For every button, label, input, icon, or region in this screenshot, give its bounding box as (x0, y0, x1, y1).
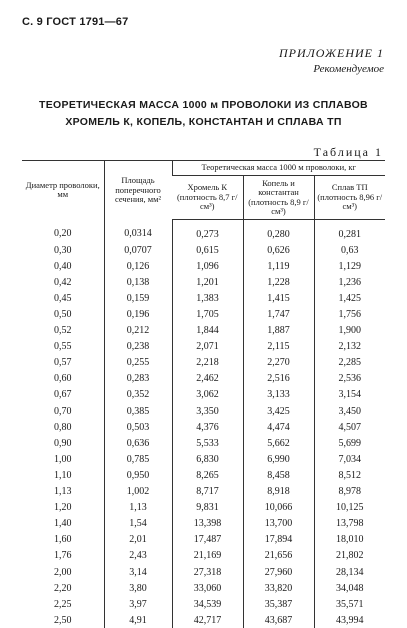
diameter-cell: 0,55 (22, 339, 104, 355)
area-cell: 0,636 (104, 435, 172, 451)
header-chromel: Хромель К (плотность 8,7 г/см³) (172, 176, 243, 220)
area-cell: 0,352 (104, 387, 172, 403)
table-row (22, 355, 385, 371)
area-cell: 0,126 (104, 258, 172, 274)
area-cell: 2,43 (104, 548, 172, 564)
copel-constantan-mass-cell: 17,894 (243, 532, 314, 548)
chromel-mass-cell: 9,831 (172, 500, 243, 516)
tp-alloy-mass-cell: 3,450 (314, 403, 385, 419)
chromel-mass-cell: 13,398 (172, 516, 243, 532)
area-cell: 1,13 (104, 500, 172, 516)
tp-alloy-mass-cell: 5,699 (314, 435, 385, 451)
diameter-cell: 1,40 (22, 516, 104, 532)
area-cell: 3,14 (104, 564, 172, 580)
table-row (22, 274, 385, 290)
diameter-cell: 0,52 (22, 323, 104, 339)
tp-alloy-mass-cell: 1,236 (314, 274, 385, 290)
chromel-mass-cell: 3,350 (172, 403, 243, 419)
mass-table (22, 160, 385, 628)
header-diameter: Диаметр проволоки, мм (22, 161, 104, 220)
tp-alloy-mass-cell: 1,900 (314, 323, 385, 339)
table-row (22, 548, 385, 564)
copel-constantan-mass-cell: 27,960 (243, 564, 314, 580)
table-row (22, 435, 385, 451)
diameter-cell: 2,50 (22, 612, 104, 628)
area-cell: 0,785 (104, 451, 172, 467)
area-cell: 3,80 (104, 580, 172, 596)
table-row (22, 451, 385, 467)
document-title (0, 97, 407, 131)
chromel-mass-cell: 34,539 (172, 596, 243, 612)
header-area: Площадь поперечного сечения, мм² (104, 161, 172, 220)
copel-constantan-mass-cell: 3,133 (243, 387, 314, 403)
chromel-mass-cell: 6,830 (172, 451, 243, 467)
copel-constantan-mass-cell: 1,119 (243, 258, 314, 274)
tp-alloy-mass-cell: 10,125 (314, 500, 385, 516)
tp-alloy-mass-cell: 28,134 (314, 564, 385, 580)
area-cell: 0,0707 (104, 242, 172, 258)
tp-alloy-mass-cell: 4,507 (314, 419, 385, 435)
area-cell: 0,0314 (104, 220, 172, 243)
header-mass-group: Теоретическая масса 1000 м проволоки, кг (172, 161, 385, 176)
tp-alloy-mass-cell: 2,536 (314, 371, 385, 387)
area-cell: 0,196 (104, 306, 172, 322)
table-row (22, 516, 385, 532)
table-row (22, 387, 385, 403)
diameter-cell: 1,10 (22, 467, 104, 483)
tp-alloy-mass-cell: 1,425 (314, 290, 385, 306)
chromel-mass-cell: 8,265 (172, 467, 243, 483)
diameter-cell: 2,00 (22, 564, 104, 580)
copel-constantan-mass-cell: 8,458 (243, 467, 314, 483)
appendix-block (279, 46, 384, 75)
area-cell: 0,138 (104, 274, 172, 290)
copel-constantan-mass-cell: 6,990 (243, 451, 314, 467)
area-cell: 0,255 (104, 355, 172, 371)
copel-constantan-mass-cell: 35,387 (243, 596, 314, 612)
tp-alloy-mass-cell: 1,756 (314, 306, 385, 322)
tp-alloy-mass-cell: 3,154 (314, 387, 385, 403)
copel-constantan-mass-cell: 2,516 (243, 371, 314, 387)
diameter-cell: 0,80 (22, 419, 104, 435)
chromel-mass-cell: 42,717 (172, 612, 243, 628)
table-row (22, 500, 385, 516)
tp-alloy-mass-cell: 13,798 (314, 516, 385, 532)
copel-constantan-mass-cell: 1,887 (243, 323, 314, 339)
chromel-mass-cell: 21,169 (172, 548, 243, 564)
copel-constantan-mass-cell: 4,474 (243, 419, 314, 435)
chromel-mass-cell: 5,533 (172, 435, 243, 451)
chromel-mass-cell: 1,201 (172, 274, 243, 290)
table-label: Таблица 1 (314, 145, 383, 160)
area-cell: 1,54 (104, 516, 172, 532)
header-tp-alloy: Сплав ТП (плотность 8,96 г/см³) (314, 176, 385, 220)
chromel-mass-cell: 1,096 (172, 258, 243, 274)
diameter-cell: 2,20 (22, 580, 104, 596)
area-cell: 0,950 (104, 467, 172, 483)
tp-alloy-mass-cell: 0,281 (314, 220, 385, 243)
copel-constantan-mass-cell: 21,656 (243, 548, 314, 564)
chromel-mass-cell: 0,273 (172, 220, 243, 243)
table-row (22, 323, 385, 339)
area-cell: 0,159 (104, 290, 172, 306)
tp-alloy-mass-cell: 8,978 (314, 484, 385, 500)
diameter-cell: 1,13 (22, 484, 104, 500)
area-cell: 0,238 (104, 339, 172, 355)
table-row (22, 290, 385, 306)
copel-constantan-mass-cell: 2,270 (243, 355, 314, 371)
diameter-cell: 0,90 (22, 435, 104, 451)
chromel-mass-cell: 4,376 (172, 419, 243, 435)
tp-alloy-mass-cell: 0,63 (314, 242, 385, 258)
diameter-cell: 0,50 (22, 306, 104, 322)
chromel-mass-cell: 2,071 (172, 339, 243, 355)
table-row (22, 220, 385, 243)
tp-alloy-mass-cell: 35,571 (314, 596, 385, 612)
diameter-cell: 1,76 (22, 548, 104, 564)
area-cell: 0,283 (104, 371, 172, 387)
copel-constantan-mass-cell: 2,115 (243, 339, 314, 355)
copel-constantan-mass-cell: 43,687 (243, 612, 314, 628)
table-row (22, 484, 385, 500)
table-row (22, 306, 385, 322)
table-body (22, 220, 385, 628)
diameter-cell: 0,70 (22, 403, 104, 419)
table-row (22, 467, 385, 483)
diameter-cell: 0,60 (22, 371, 104, 387)
area-cell: 4,91 (104, 612, 172, 628)
chromel-mass-cell: 17,487 (172, 532, 243, 548)
diameter-cell: 1,60 (22, 532, 104, 548)
header-copel-constantan: Копель и константан (плотность 8,9 г/см³) (243, 176, 314, 220)
diameter-cell: 1,00 (22, 451, 104, 467)
page-header: С. 9 ГОСТ 1791—67 (22, 16, 128, 28)
copel-constantan-mass-cell: 0,626 (243, 242, 314, 258)
area-cell: 0,212 (104, 323, 172, 339)
diameter-cell: 1,20 (22, 500, 104, 516)
table-row (22, 242, 385, 258)
diameter-cell: 0,40 (22, 258, 104, 274)
copel-constantan-mass-cell: 5,662 (243, 435, 314, 451)
table-row (22, 258, 385, 274)
chromel-mass-cell: 33,060 (172, 580, 243, 596)
copel-constantan-mass-cell: 8,918 (243, 484, 314, 500)
chromel-mass-cell: 3,062 (172, 387, 243, 403)
table-row (22, 419, 385, 435)
chromel-mass-cell: 0,615 (172, 242, 243, 258)
area-cell: 0,503 (104, 419, 172, 435)
chromel-mass-cell: 1,844 (172, 323, 243, 339)
diameter-cell: 0,57 (22, 355, 104, 371)
diameter-cell: 2,25 (22, 596, 104, 612)
chromel-mass-cell: 2,218 (172, 355, 243, 371)
tp-alloy-mass-cell: 7,034 (314, 451, 385, 467)
table-row (22, 564, 385, 580)
copel-constantan-mass-cell: 3,425 (243, 403, 314, 419)
copel-constantan-mass-cell: 13,700 (243, 516, 314, 532)
table-row (22, 339, 385, 355)
copel-constantan-mass-cell: 1,747 (243, 306, 314, 322)
chromel-mass-cell: 1,705 (172, 306, 243, 322)
tp-alloy-mass-cell: 2,285 (314, 355, 385, 371)
table-row (22, 612, 385, 628)
tp-alloy-mass-cell: 34,048 (314, 580, 385, 596)
tp-alloy-mass-cell: 2,132 (314, 339, 385, 355)
diameter-cell: 0,42 (22, 274, 104, 290)
copel-constantan-mass-cell: 33,820 (243, 580, 314, 596)
table-row (22, 596, 385, 612)
chromel-mass-cell: 1,383 (172, 290, 243, 306)
chromel-mass-cell: 8,717 (172, 484, 243, 500)
table-row (22, 532, 385, 548)
diameter-cell: 0,67 (22, 387, 104, 403)
tp-alloy-mass-cell: 1,129 (314, 258, 385, 274)
diameter-cell: 0,30 (22, 242, 104, 258)
diameter-cell: 0,20 (22, 220, 104, 243)
tp-alloy-mass-cell: 18,010 (314, 532, 385, 548)
area-cell: 1,002 (104, 484, 172, 500)
diameter-cell: 0,45 (22, 290, 104, 306)
table-row (22, 371, 385, 387)
tp-alloy-mass-cell: 8,512 (314, 467, 385, 483)
area-cell: 2,01 (104, 532, 172, 548)
copel-constantan-mass-cell: 1,415 (243, 290, 314, 306)
chromel-mass-cell: 27,318 (172, 564, 243, 580)
tp-alloy-mass-cell: 21,802 (314, 548, 385, 564)
area-cell: 3,97 (104, 596, 172, 612)
appendix-title: ПРИЛОЖЕНИЕ 1 (279, 46, 384, 61)
title-line-2: ХРОМЕЛЬ К, КОПЕЛЬ, КОНСТАНТАН И СПЛАВА ТП (0, 114, 407, 131)
copel-constantan-mass-cell: 0,280 (243, 220, 314, 243)
chromel-mass-cell: 2,462 (172, 371, 243, 387)
area-cell: 0,385 (104, 403, 172, 419)
table-row (22, 403, 385, 419)
copel-constantan-mass-cell: 10,066 (243, 500, 314, 516)
tp-alloy-mass-cell: 43,994 (314, 612, 385, 628)
appendix-subtitle: Рекомендуемое (279, 63, 384, 75)
copel-constantan-mass-cell: 1,228 (243, 274, 314, 290)
title-line-1: ТЕОРЕТИЧЕСКАЯ МАССА 1000 м ПРОВОЛОКИ ИЗ СПЛАВОВ (0, 97, 407, 114)
